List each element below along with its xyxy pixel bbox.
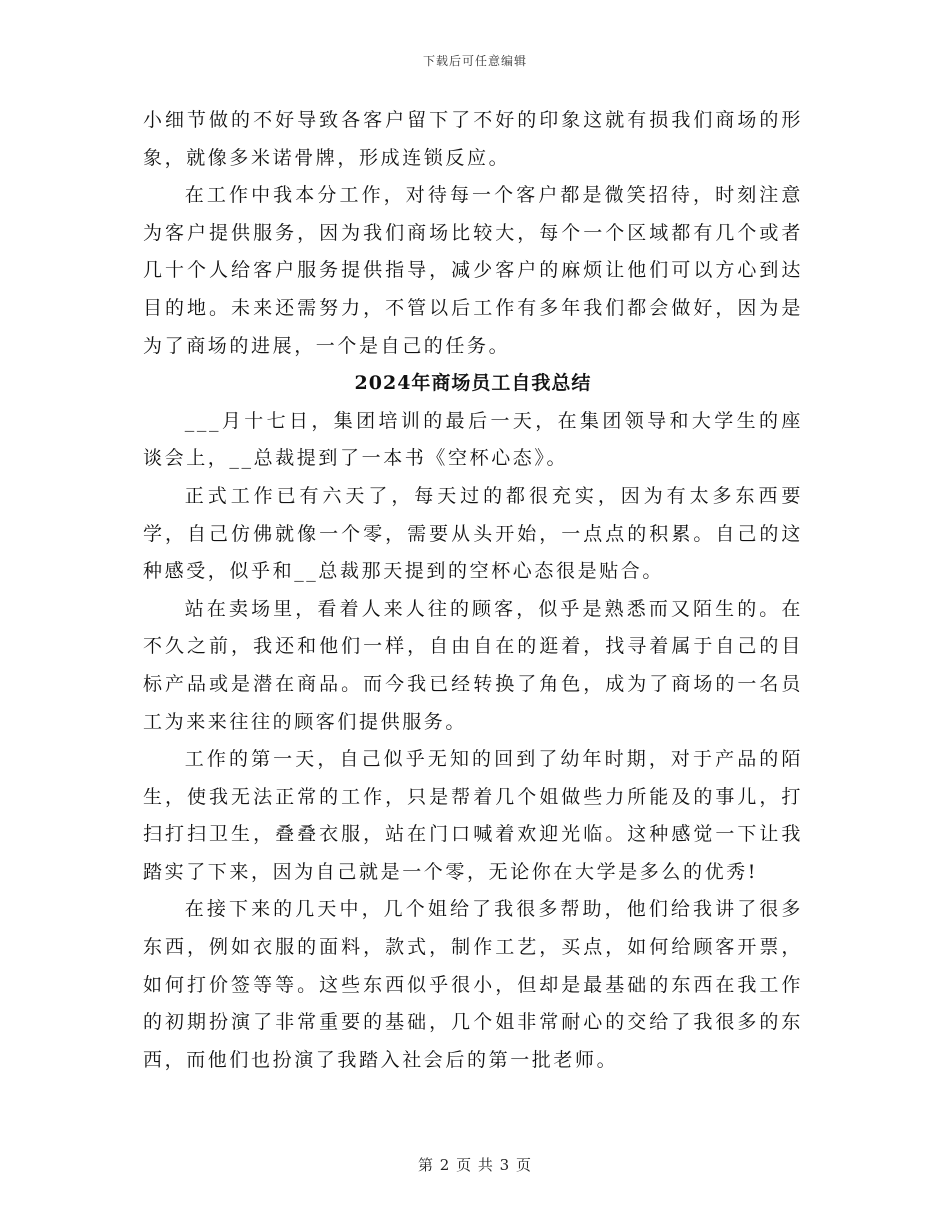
paragraph: ___月十七日，集团培训的最后一天，在集团领导和大学生的座谈会上，__总裁提到了一本书《空杯心态》。 [143,409,803,470]
header-note: 下载后可任意编辑 [422,54,527,68]
paragraph: 正式工作已有六天了，每天过的都很充实，因为有太多东西要学，自己仿佛就像一个零，需要从头开始，一点点的积累。自己的这种感受，似乎和__总裁那天提到的空杯心态很是贴合。 [143,484,803,583]
document-body [143,102,803,1079]
paragraph: 在接下来的几天中，几个姐给了我很多帮助，他们给我讲了很多东西，例如衣服的面料，款式，制作工艺，买点，如何给顾客开票，如何打价签等等。这些东西似乎很小，但却是最基础的东西在我工作的初期扮演了非常重要的基础，几个姐非常耐心的交给了我很多的东西，而他们也扮演了我踏入社会后的第一批老师。 [143,898,803,1071]
paragraph: 站在卖场里，看着人来人往的顾客，似乎是熟悉而又陌生的。在不久之前，我还和他们一样，自由自在的逛着，找寻着属于自己的目标产品或是潜在商品。而今我已经转换了角色，成为了商场的一名员工为来来往往的顾客们提供服务。 [143,597,803,733]
paragraph: 在工作中我本分工作，对待每一个客户都是微笑招待，时刻注意为客户提供服务，因为我们商场比较大，每个一个区域都有几个或者几十个人给客户服务提供指导，减少客户的麻烦让他们可以方心到达目的地。未来还需努力，不管以后工作有多年我们都会做好，因为是为了商场的进展，一个是自己的任务。 [143,184,803,357]
section-title: 2024年商场员工自我总结 [354,372,592,395]
paragraph: 工作的第一天，自己似乎无知的回到了幼年时期，对于产品的陌生，使我无法正常的工作，只是帮着几个姐做些力所能及的事儿，打扫打扫卫生，叠叠衣服，站在门口喊着欢迎光临。这种感觉一下让我踏实了下来，因为自己就是一个零，无论你在大学是多么的优秀! [143,748,803,883]
page-indicator: 第 2 页 共 3 页 [418,1156,532,1174]
paragraph-continuation: 小细节做的不好导致各客户留下了不好的印象这就有损我们商场的形象，就像多米诺骨牌，形成连锁反应。 [143,109,803,169]
